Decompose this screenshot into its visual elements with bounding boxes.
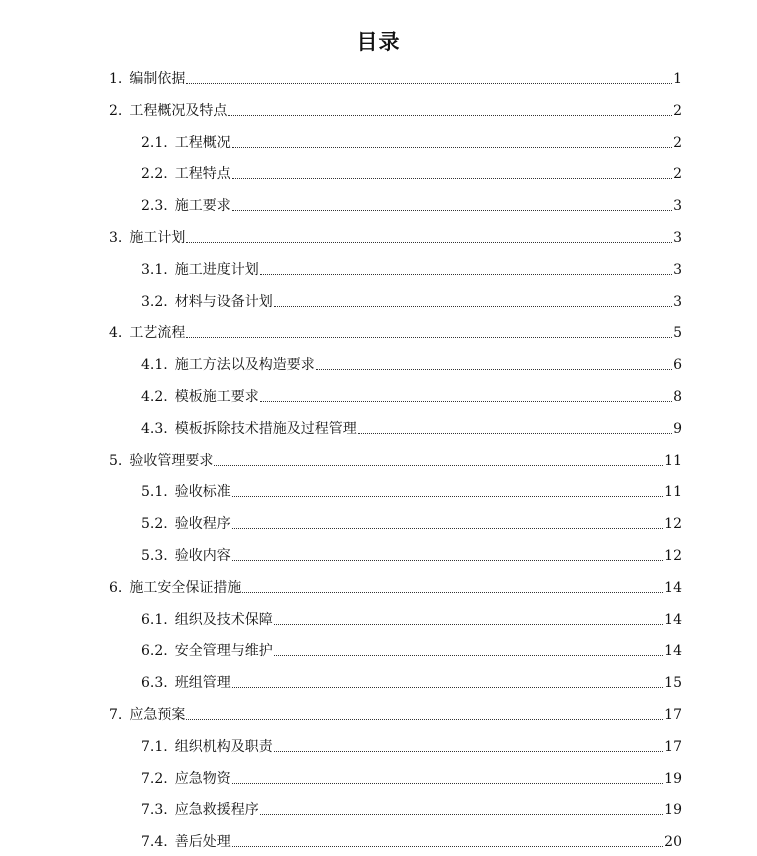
toc-dot-leader [260, 814, 663, 815]
toc-entry-title: 工程概况 [174, 134, 231, 151]
toc-entry-number: 6.1. [141, 611, 168, 628]
toc-entry[interactable] [141, 164, 682, 184]
toc-page-number: 14 [664, 611, 682, 628]
toc-entry-number: 3.2. [141, 293, 168, 310]
toc-dot-leader [274, 306, 672, 307]
toc-dot-leader [228, 115, 672, 116]
toc-dot-leader [232, 846, 663, 847]
toc-dot-leader [260, 401, 672, 402]
toc-entry[interactable] [141, 641, 682, 661]
toc-page-number: 3 [673, 198, 682, 215]
toc-entry-title: 验收内容 [174, 548, 231, 564]
toc-page-number: 20 [664, 834, 682, 851]
toc-entry-title: 应急救援程序 [174, 802, 259, 819]
toc-entry-title: 应急物资 [174, 770, 231, 787]
toc-entry-number: 7.4. [141, 834, 168, 851]
toc-entry-title: 验收程序 [174, 516, 231, 533]
toc-entry-number: 4. [109, 325, 123, 342]
toc-entry-number: 1. [109, 71, 123, 87]
toc-entry-title: 施工安全保证措施 [129, 579, 242, 596]
toc-page-number: 9 [673, 420, 682, 437]
toc-page-number: 3 [673, 293, 682, 310]
toc-entry-title: 工程概况及特点 [129, 102, 228, 119]
toc-page-number: 17 [664, 738, 682, 755]
toc-entry[interactable] [109, 69, 682, 89]
toc-dot-leader [358, 433, 672, 434]
toc-entry-title: 组织及技术保障 [174, 611, 273, 628]
toc-entry-number: 4.2. [141, 389, 168, 405]
toc-dot-leader [232, 528, 663, 529]
toc-entry[interactable] [141, 482, 682, 502]
toc-entry-number: 6. [109, 579, 123, 596]
toc-page-number: 12 [664, 516, 682, 533]
toc-entry[interactable] [109, 451, 682, 471]
toc-page-number: 17 [664, 707, 682, 723]
toc-entry-number: 2. [109, 102, 123, 119]
toc-dot-leader [316, 369, 672, 370]
toc-page-number: 2 [673, 102, 682, 119]
toc-entry-number: 5.2. [141, 516, 168, 533]
toc-entry-number: 4.3. [141, 420, 168, 437]
toc-entry-title: 工艺流程 [129, 325, 186, 342]
toc-dot-leader [232, 783, 663, 784]
toc-page-number: 11 [664, 484, 682, 501]
toc-entry-title: 材料与设备计划 [174, 293, 273, 310]
toc-entry[interactable] [141, 355, 682, 375]
toc-dot-leader [274, 751, 663, 752]
toc-dot-leader [232, 560, 663, 561]
toc-page-number: 2 [673, 134, 682, 151]
toc-entry-title: 善后处理 [174, 834, 231, 851]
toc-dot-leader [232, 178, 672, 179]
toc-entry-title: 施工要求 [174, 198, 231, 215]
toc-entry-number: 7.2. [141, 770, 168, 787]
toc-entry-title: 模板施工要求 [174, 389, 259, 405]
toc-entry-number: 2.2. [141, 166, 168, 183]
toc-page-number: 19 [664, 802, 682, 819]
toc-entry-number: 7. [109, 707, 123, 723]
toc-page-number: 14 [664, 579, 682, 596]
toc-entry[interactable] [141, 133, 682, 153]
toc-dot-leader [186, 337, 672, 338]
toc-entry-number: 6.2. [141, 643, 168, 660]
toc-dot-leader [186, 242, 672, 243]
toc-dot-leader [232, 496, 663, 497]
toc-dot-leader [232, 210, 672, 211]
toc-dot-leader [260, 274, 672, 275]
toc-entry[interactable] [141, 514, 682, 534]
toc-entry-title: 应急预案 [129, 707, 186, 723]
toc-page-number: 8 [673, 389, 682, 405]
toc-entry-number: 6.3. [141, 675, 168, 692]
toc-entry[interactable] [109, 101, 682, 121]
toc-entry[interactable] [141, 769, 682, 789]
toc-entry-number: 4.1. [141, 357, 168, 374]
toc-entry[interactable] [141, 292, 682, 312]
toc-entry-title: 验收标准 [174, 484, 231, 501]
toc-page-number: 2 [673, 166, 682, 183]
toc-dot-leader [274, 655, 663, 656]
toc-dot-leader [186, 83, 672, 84]
toc-entry[interactable] [141, 737, 682, 757]
toc-page-number: 3 [673, 230, 682, 246]
toc-dot-leader [274, 624, 663, 625]
toc-entry-number: 5. [109, 452, 123, 469]
toc-page-number: 5 [673, 325, 682, 342]
toc-entry-title: 安全管理与维护 [174, 643, 273, 660]
toc-entry-number: 5.1. [141, 484, 168, 501]
page-title: 目录 [356, 30, 401, 54]
toc-entry[interactable] [141, 387, 682, 407]
toc-entry-number: 3.1. [141, 261, 168, 278]
toc-entry-title: 班组管理 [174, 675, 231, 692]
toc-entry-number: 7.1. [141, 738, 168, 755]
toc-entry[interactable] [141, 196, 682, 216]
toc-entry[interactable] [141, 260, 682, 280]
toc-entry[interactable] [141, 610, 682, 630]
toc-entry[interactable] [141, 832, 682, 852]
toc-entry-title: 施工进度计划 [174, 261, 259, 278]
toc-page-number: 12 [664, 548, 682, 564]
toc-entry[interactable] [109, 578, 682, 598]
toc-page-number: 11 [664, 452, 682, 469]
toc-entry[interactable] [109, 323, 682, 343]
toc-entry-number: 5.3. [141, 548, 168, 564]
toc-entry-title: 编制依据 [129, 71, 186, 87]
toc-entry-title: 施工计划 [129, 230, 186, 246]
toc-entry-number: 2.3. [141, 198, 168, 215]
toc-dot-leader [242, 592, 663, 593]
toc-entry[interactable] [109, 228, 682, 248]
toc-entry-title: 施工方法以及构造要求 [174, 357, 315, 374]
toc-dot-leader [232, 687, 663, 688]
toc-entry-title: 组织机构及职责 [174, 738, 273, 755]
toc-entry-title: 模板拆除技术措施及过程管理 [174, 420, 357, 437]
toc-page-number: 14 [664, 643, 682, 660]
toc-entry[interactable] [141, 800, 682, 820]
toc-dot-leader [232, 147, 672, 148]
toc-entry[interactable] [109, 705, 682, 725]
toc-entry-number: 7.3. [141, 802, 168, 819]
toc-page-number: 15 [664, 675, 682, 692]
toc-entry-title: 验收管理要求 [129, 452, 214, 469]
toc-page-number: 1 [673, 71, 682, 87]
toc-entry[interactable] [141, 673, 682, 693]
toc-dot-leader [214, 465, 663, 466]
toc-page-number: 19 [664, 770, 682, 787]
toc-entry-number: 3. [109, 230, 123, 246]
toc-entry-number: 2.1. [141, 134, 168, 151]
toc-entry[interactable] [141, 419, 682, 439]
toc-dot-leader [186, 719, 663, 720]
toc-entry[interactable] [141, 546, 682, 566]
toc-entry-title: 工程特点 [174, 166, 231, 183]
toc-page-number: 3 [673, 261, 682, 278]
toc-page-number: 6 [673, 357, 682, 374]
